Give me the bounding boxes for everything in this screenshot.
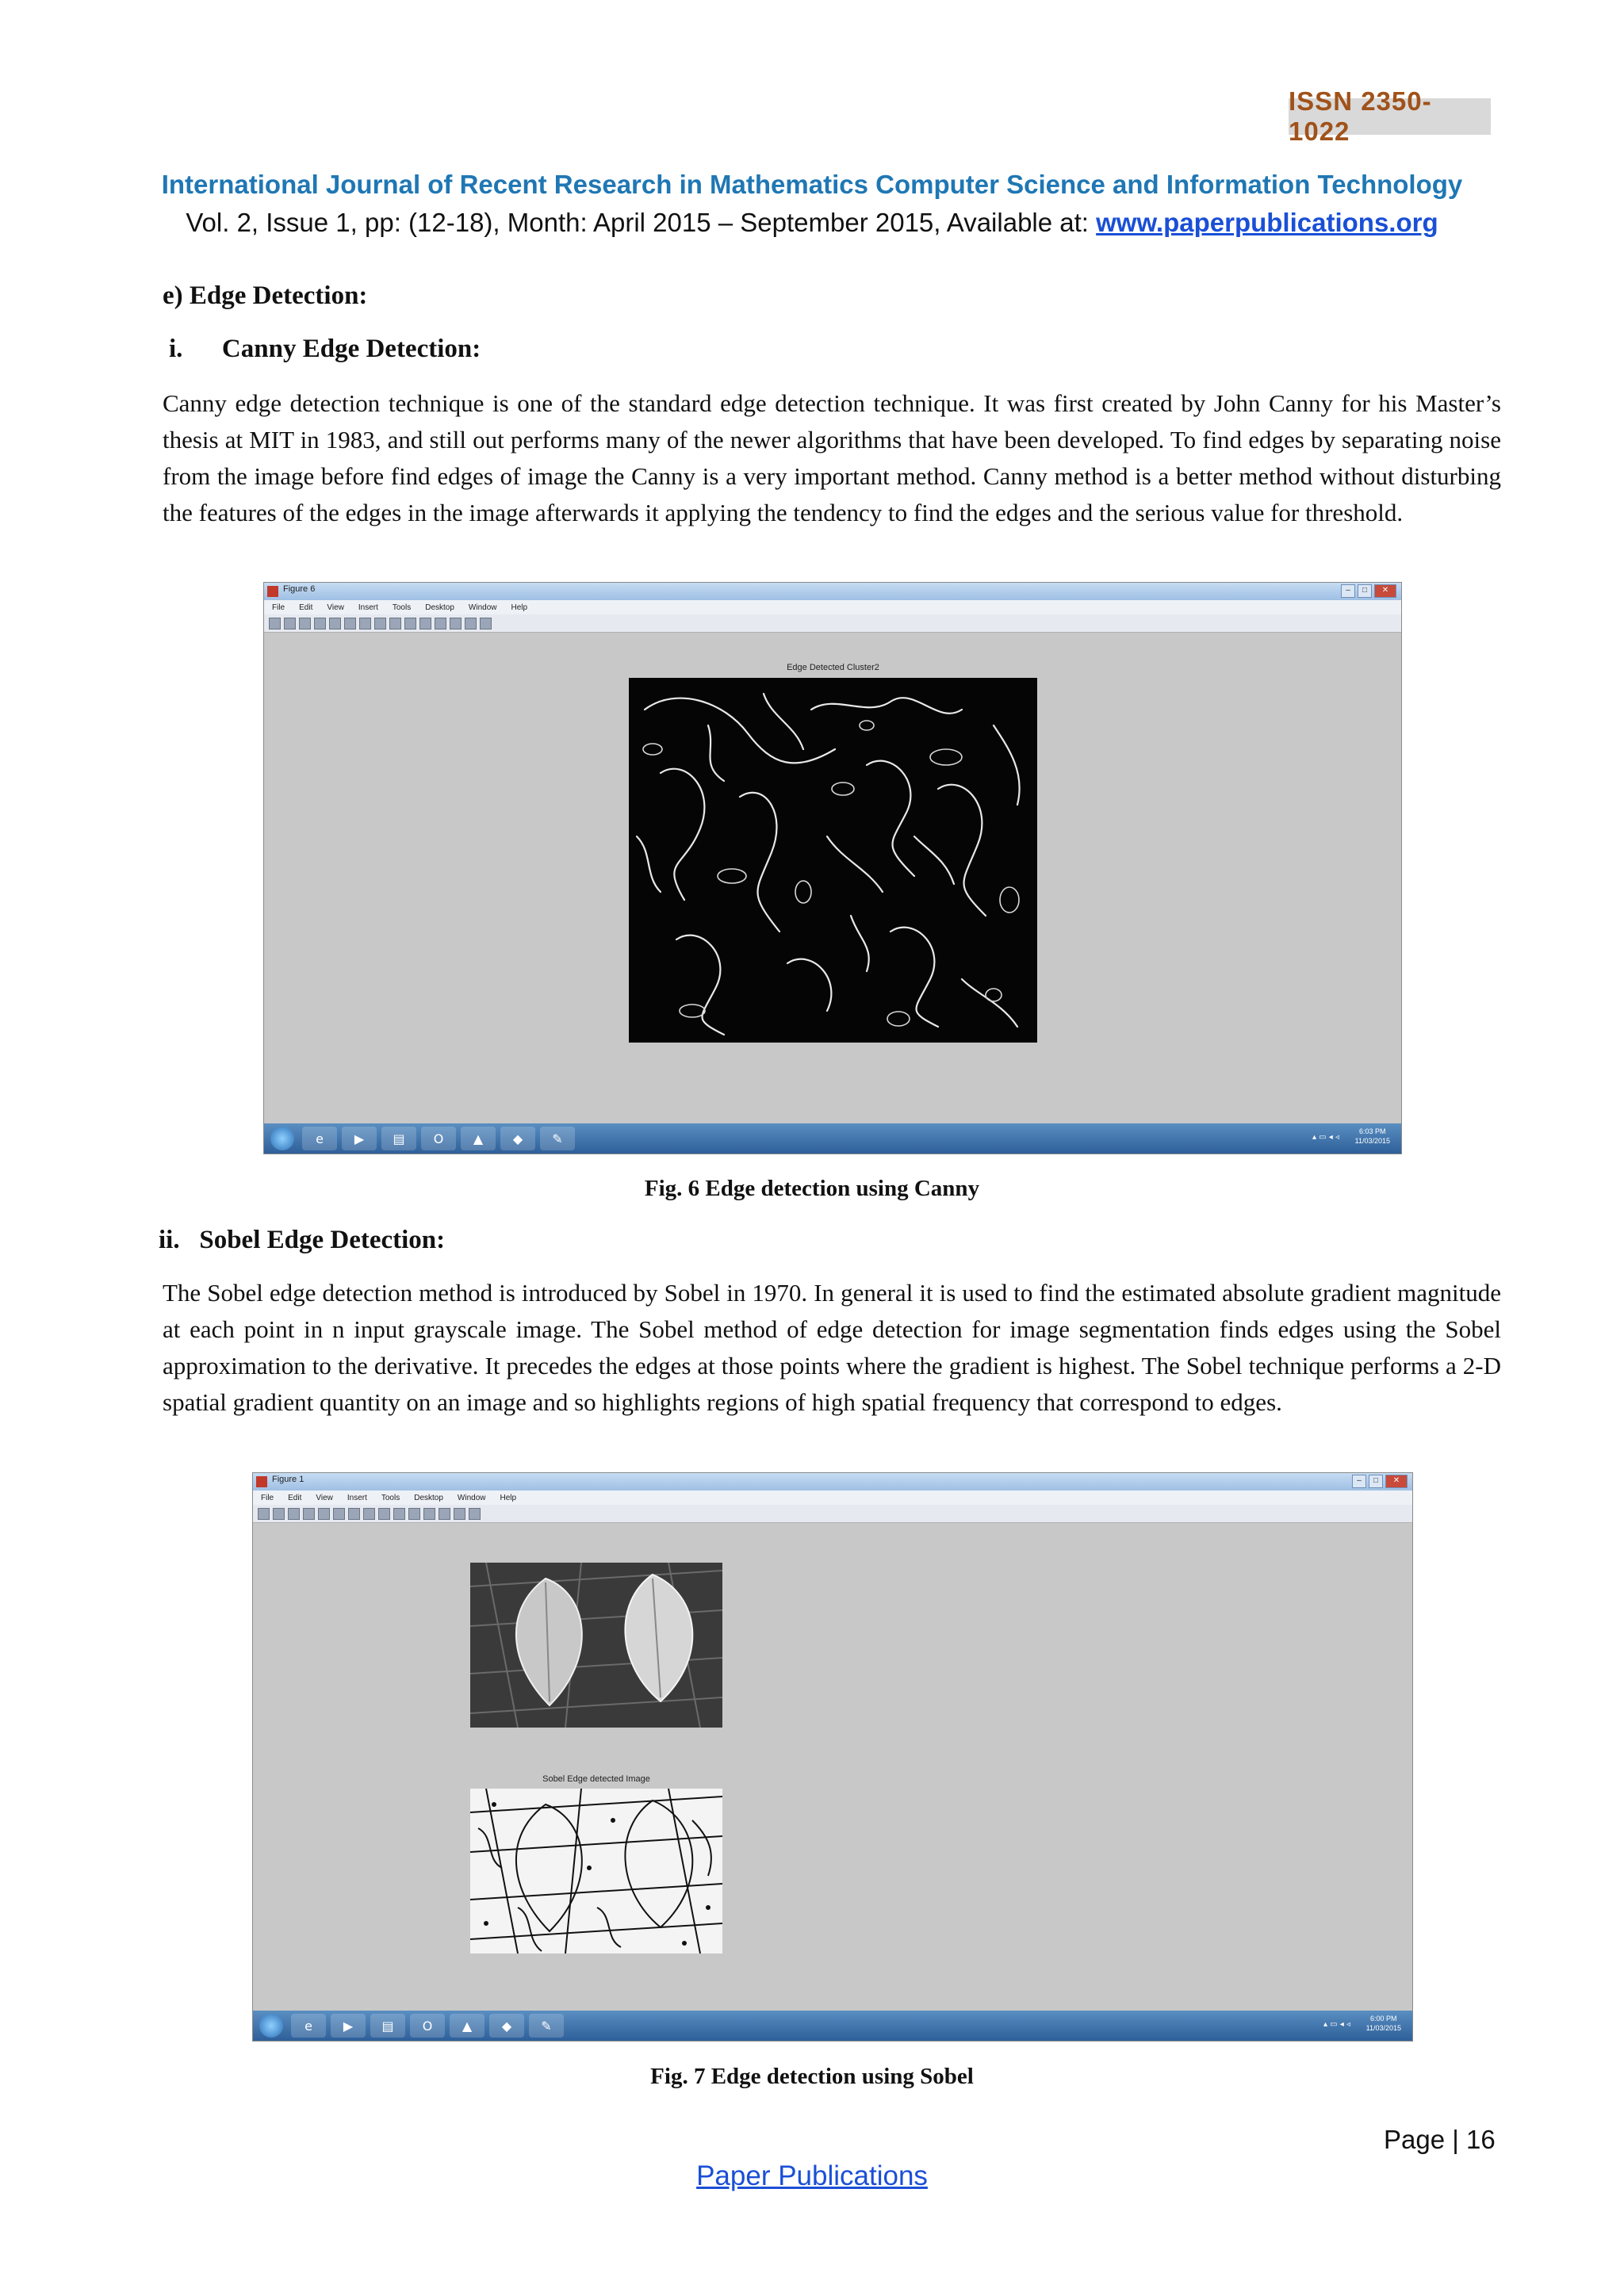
subheading-sobel: ii. Sobel Edge Detection:	[159, 1226, 446, 1254]
menu-desktop[interactable]: Desktop	[414, 1493, 443, 1502]
minimize-icon[interactable]: –	[1352, 1475, 1366, 1488]
ie-icon[interactable]: e	[302, 1127, 337, 1150]
pan-icon[interactable]	[374, 618, 386, 629]
taskbar-clock[interactable]	[1366, 2014, 1401, 2033]
maximize-icon[interactable]: □	[1358, 584, 1372, 598]
matlab-figure-icon	[267, 586, 278, 597]
hide-tools-icon[interactable]	[469, 1508, 481, 1520]
window-title: Figure 1	[272, 1475, 304, 1484]
original-leaf-image	[470, 1563, 722, 1728]
arrow-icon[interactable]	[329, 618, 341, 629]
media-player-icon[interactable]: ▶	[342, 1127, 377, 1150]
matlab-figure-icon	[256, 1476, 267, 1487]
arrow-icon[interactable]	[318, 1508, 330, 1520]
save-icon[interactable]	[299, 618, 311, 629]
plot-title: Edge Detected Cluster2	[787, 663, 879, 672]
window-titlebar	[253, 1473, 1412, 1490]
page-number: Page | 16	[1384, 2125, 1496, 2154]
minimize-icon[interactable]: –	[1341, 584, 1355, 598]
zoom-out-icon[interactable]	[359, 618, 371, 629]
new-figure-icon[interactable]	[269, 618, 281, 629]
folder-icon[interactable]: ▤	[370, 2014, 405, 2038]
system-tray-icons[interactable]: ▴ ▭ ◂ ◃	[1312, 1133, 1339, 1142]
system-tray-icons[interactable]: ▴ ▭ ◂ ◃	[1323, 2020, 1350, 2029]
windows-taskbar	[253, 2011, 1412, 2041]
save-icon[interactable]	[288, 1508, 300, 1520]
rotate-icon[interactable]	[389, 618, 401, 629]
menu-window[interactable]: Window	[468, 603, 497, 612]
menu-view[interactable]: View	[316, 1493, 333, 1502]
link-icon[interactable]	[423, 1508, 435, 1520]
issn-badge: ISSN 2350-1022	[1289, 98, 1491, 135]
start-button[interactable]	[270, 1127, 294, 1150]
matlab-icon[interactable]: ◆	[489, 2014, 524, 2038]
plot-title: Sobel Edge detected Image	[542, 1774, 650, 1784]
ie-icon[interactable]: e	[291, 2014, 326, 2038]
publisher-link[interactable]: Paper Publications	[696, 2160, 928, 2191]
zoom-in-icon[interactable]	[344, 618, 356, 629]
matlab-icon[interactable]: ◆	[500, 1127, 535, 1150]
volume-text: Vol. 2, Issue 1, pp: (12-18), Month: April 2015 – September 2015, Available at:	[186, 208, 1097, 237]
legend-icon[interactable]	[454, 1508, 465, 1520]
figure-toolbar	[253, 1505, 1412, 1523]
menu-file[interactable]: File	[261, 1493, 274, 1502]
paint-icon[interactable]: ✎	[529, 2014, 564, 2038]
zoom-in-icon[interactable]	[333, 1508, 345, 1520]
menu-tools[interactable]: Tools	[381, 1493, 400, 1502]
clock-time: 6:00 PM	[1370, 2015, 1397, 2022]
clock-time: 6:03 PM	[1359, 1127, 1386, 1135]
journal-url-link[interactable]: www.paperpublications.org	[1096, 208, 1438, 237]
media-player-icon[interactable]: ▶	[331, 2014, 366, 2038]
print-icon[interactable]	[314, 618, 326, 629]
figure-toolbar	[264, 614, 1401, 633]
volume-line	[0, 208, 1624, 238]
clock-date: 11/03/2015	[1365, 2024, 1401, 2032]
paint-icon[interactable]: ✎	[540, 1127, 575, 1150]
menu-insert[interactable]: Insert	[347, 1493, 367, 1502]
sobel-paragraph: The Sobel edge detection method is introduced by Sobel in 1970. In general it is used to find the estimated absolute gradient magnitude at each point in n input grayscale image. The Sobel method of edge detection for image segmentation finds edges using the Sobel approximation to the derivative. It precedes the edges at those points where the gradient is highest. The Sobel technique performs a 2-D spatial gradient quantity on an image and so highlights regions of high spatial frequency that correspond to edges.	[163, 1279, 1501, 1416]
opera-icon[interactable]: O	[410, 2014, 445, 2038]
rotate-icon[interactable]	[378, 1508, 390, 1520]
close-icon[interactable]: ✕	[1374, 584, 1396, 598]
datacursor-icon[interactable]	[393, 1508, 405, 1520]
menu-view[interactable]: View	[327, 603, 344, 612]
canny-edge-image	[629, 678, 1037, 1043]
menubar	[253, 1490, 1412, 1505]
open-icon[interactable]	[273, 1508, 285, 1520]
sobel-edge-image	[470, 1789, 722, 1954]
brush-icon[interactable]	[408, 1508, 420, 1520]
journal-title: International Journal of Recent Research in Mathematics Computer Science and Information Technology	[161, 170, 1463, 199]
menu-help[interactable]: Help	[500, 1493, 517, 1502]
windows-taskbar	[264, 1123, 1401, 1154]
zoom-out-icon[interactable]	[348, 1508, 360, 1520]
app-icon[interactable]: ▲	[450, 2014, 485, 2038]
menu-help[interactable]: Help	[511, 603, 528, 612]
figure-6-caption: Fig. 6 Edge detection using Canny	[644, 1176, 980, 1201]
menu-file[interactable]: File	[272, 603, 285, 612]
menu-edit[interactable]: Edit	[288, 1493, 302, 1502]
open-icon[interactable]	[284, 618, 296, 629]
taskbar-clock[interactable]	[1355, 1127, 1390, 1146]
figure-6-screenshot	[263, 582, 1402, 1154]
legend-icon[interactable]	[465, 618, 477, 629]
new-figure-icon[interactable]	[258, 1508, 270, 1520]
print-icon[interactable]	[303, 1508, 315, 1520]
close-icon[interactable]: ✕	[1385, 1475, 1408, 1488]
menu-insert[interactable]: Insert	[358, 603, 378, 612]
brush-icon[interactable]	[419, 618, 431, 629]
datacursor-icon[interactable]	[404, 618, 416, 629]
menu-window[interactable]: Window	[457, 1493, 486, 1502]
menu-edit[interactable]: Edit	[299, 603, 313, 612]
menubar	[264, 600, 1401, 614]
opera-icon[interactable]: O	[421, 1127, 456, 1150]
window-titlebar	[264, 583, 1401, 600]
folder-icon[interactable]: ▤	[381, 1127, 416, 1150]
window-title: Figure 6	[283, 584, 316, 594]
menu-desktop[interactable]: Desktop	[425, 603, 454, 612]
link-icon[interactable]	[435, 618, 446, 629]
start-button[interactable]	[259, 2014, 283, 2038]
hide-tools-icon[interactable]	[480, 618, 492, 629]
pan-icon[interactable]	[363, 1508, 375, 1520]
menu-tools[interactable]: Tools	[392, 603, 412, 612]
app-icon[interactable]: ▲	[461, 1127, 496, 1150]
figure-7-screenshot	[252, 1472, 1413, 2042]
section-heading-edge-detection: e) Edge Detection:	[163, 281, 368, 310]
colorbar-icon[interactable]	[439, 1508, 450, 1520]
maximize-icon[interactable]: □	[1369, 1475, 1383, 1488]
figure-7-caption: Fig. 7 Edge detection using Sobel	[650, 2064, 974, 2089]
subheading-canny: i. Canny Edge Detection:	[169, 335, 481, 363]
canny-paragraph: Canny edge detection technique is one of the standard edge detection technique. It was first created by John Canny for his Master’s thesis at MIT in 1983, and still out performs many of the newer algorithms that have been developed. To find edges by separating noise from the image before find edges of image the Canny is a very important method. Canny method is a better method without disturbing the features of the edges in the image afterwards it applying the tendency to find the edges and the serious value for threshold.	[163, 389, 1501, 526]
clock-date: 11/03/2015	[1354, 1137, 1390, 1145]
colorbar-icon[interactable]	[450, 618, 462, 629]
